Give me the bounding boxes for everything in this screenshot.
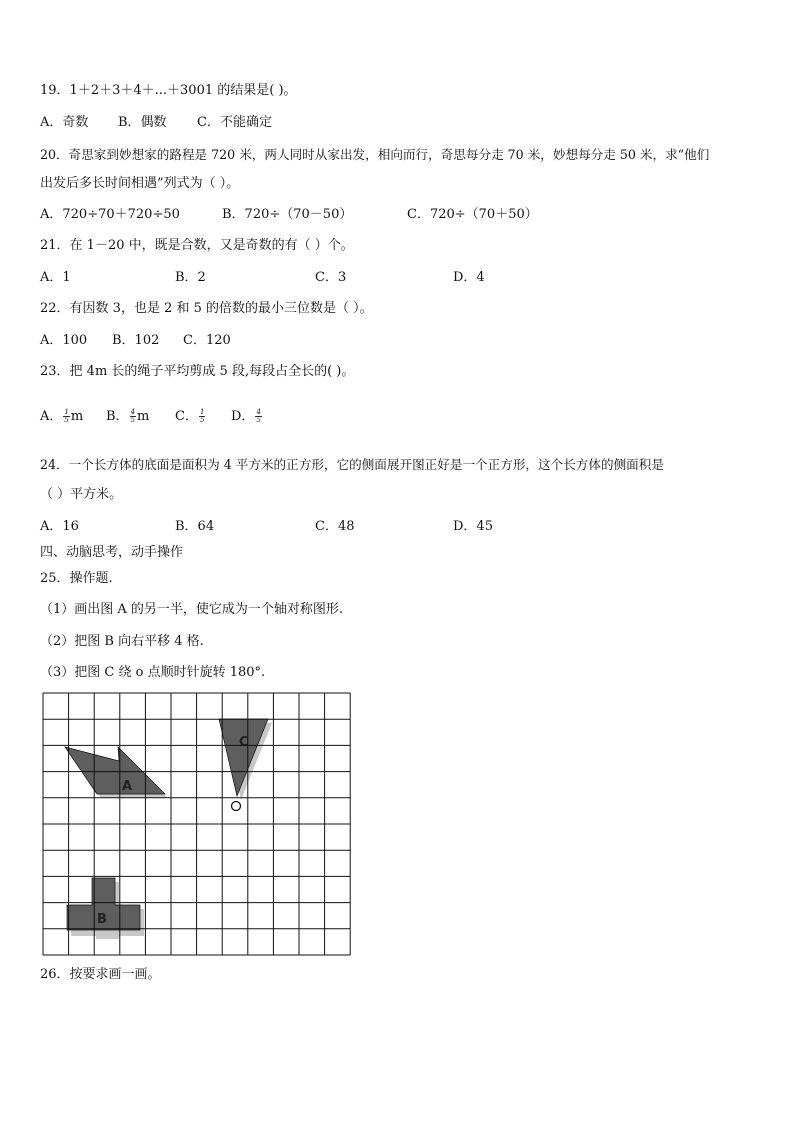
q21-option-a: A．1 xyxy=(40,270,71,285)
shape-b-label: B xyxy=(97,912,107,927)
transformation-grid xyxy=(40,690,360,960)
shape-c-label: C xyxy=(239,735,249,750)
question-24-stem-line2: （ ）平方米。 xyxy=(40,487,123,502)
q23-option-c-label: C． xyxy=(175,409,198,424)
question-20-stem-line2: 出发后多长时间相遇”列式为（ ）。 xyxy=(40,176,240,191)
q23-option-a-label: A． xyxy=(40,409,63,424)
q23-option-b-unit: m xyxy=(137,409,150,424)
q23-option-c xyxy=(175,408,206,426)
q23-option-a-numerator: 1 xyxy=(64,408,69,416)
q25-item-1: （1）画出图 A 的另一半，使它成为一个轴对称图形. xyxy=(40,602,344,617)
q19-option-b: B．偶数 xyxy=(118,115,167,130)
q23-option-d-numerator: 4 xyxy=(256,408,261,416)
q22-option-a: A．100 xyxy=(40,333,88,348)
q24-option-d: D．45 xyxy=(453,519,493,534)
q23-option-b-label: B． xyxy=(106,409,129,424)
q23-option-b xyxy=(106,408,149,426)
question-24-stem-line1: 24．一个长方体的底面是面积为 4 平方米的正方形，它的侧面展开图正好是一个正方形，这个长方体的侧面积是 xyxy=(40,457,664,472)
q23-option-c-denominator: 5 xyxy=(199,416,205,424)
shape-a xyxy=(65,747,165,794)
shape-a-label: A xyxy=(122,779,133,794)
question-25-title: 25．操作题. xyxy=(40,571,113,586)
q23-option-b-fraction xyxy=(130,409,136,424)
q20-option-a: A．720÷70＋720÷50 xyxy=(40,207,180,222)
q24-option-b: B．64 xyxy=(175,519,215,534)
q23-option-a-denominator: 5 xyxy=(64,416,69,424)
q23-option-b-numerator: 4 xyxy=(130,408,136,416)
q25-item-3: （3）把图 C 绕 o 点顺时针旋转 180°. xyxy=(40,665,266,680)
q23-option-c-fraction xyxy=(199,409,205,424)
question-19-stem: 19．1＋2＋3＋4＋...＋3001 的结果是( )。 xyxy=(40,83,297,98)
q21-option-b: B．2 xyxy=(175,270,206,285)
q23-option-c-numerator: 1 xyxy=(199,408,205,416)
q19-option-c: C．不能确定 xyxy=(197,115,272,130)
q23-option-b-denominator: 5 xyxy=(130,416,136,424)
question-23-stem: 23．把 4m 长的绳子平均剪成 5 段,每段占全长的( )。 xyxy=(40,364,355,379)
q23-option-a xyxy=(40,408,83,426)
question-22-stem: 22．有因数 3，也是 2 和 5 的倍数的最小三位数是（ ）。 xyxy=(40,301,373,316)
section-heading: 四、动脑思考，动手操作 xyxy=(40,545,184,560)
q22-option-c: C．120 xyxy=(183,333,231,348)
rotation-center-o xyxy=(232,802,241,811)
q23-option-d-denominator: 5 xyxy=(256,416,261,424)
question-20-stem-line1: 20．奇思家到妙想家的路程是 720 米，两人同时从家出发，相向而行，奇思每分走 70 米，妙想每分走 50 米，求“他们 xyxy=(40,147,710,162)
q21-option-c: C．3 xyxy=(315,270,347,285)
q25-item-2: （2）把图 B 向右平移 4 格. xyxy=(40,634,204,649)
q23-option-a-fraction xyxy=(63,409,69,424)
q21-option-d: D．4 xyxy=(453,270,485,285)
q23-option-d-label: D． xyxy=(231,409,255,424)
q24-option-a: A．16 xyxy=(40,519,79,534)
q22-option-b: B．102 xyxy=(112,333,160,348)
question-21-stem: 21．在 1－20 中，既是合数，又是奇数的有（ ）个。 xyxy=(40,238,354,253)
q23-option-d-fraction xyxy=(255,409,261,424)
question-26-title: 26．按要求画一画。 xyxy=(40,967,161,982)
q19-option-a: A．奇数 xyxy=(40,115,89,130)
q20-option-c: C．720÷（70＋50） xyxy=(407,207,538,222)
q20-option-b: B．720÷（70－50） xyxy=(222,207,353,222)
q23-option-a-unit: m xyxy=(70,409,84,424)
q24-option-c: C．48 xyxy=(315,519,355,534)
q23-option-d xyxy=(231,408,263,426)
